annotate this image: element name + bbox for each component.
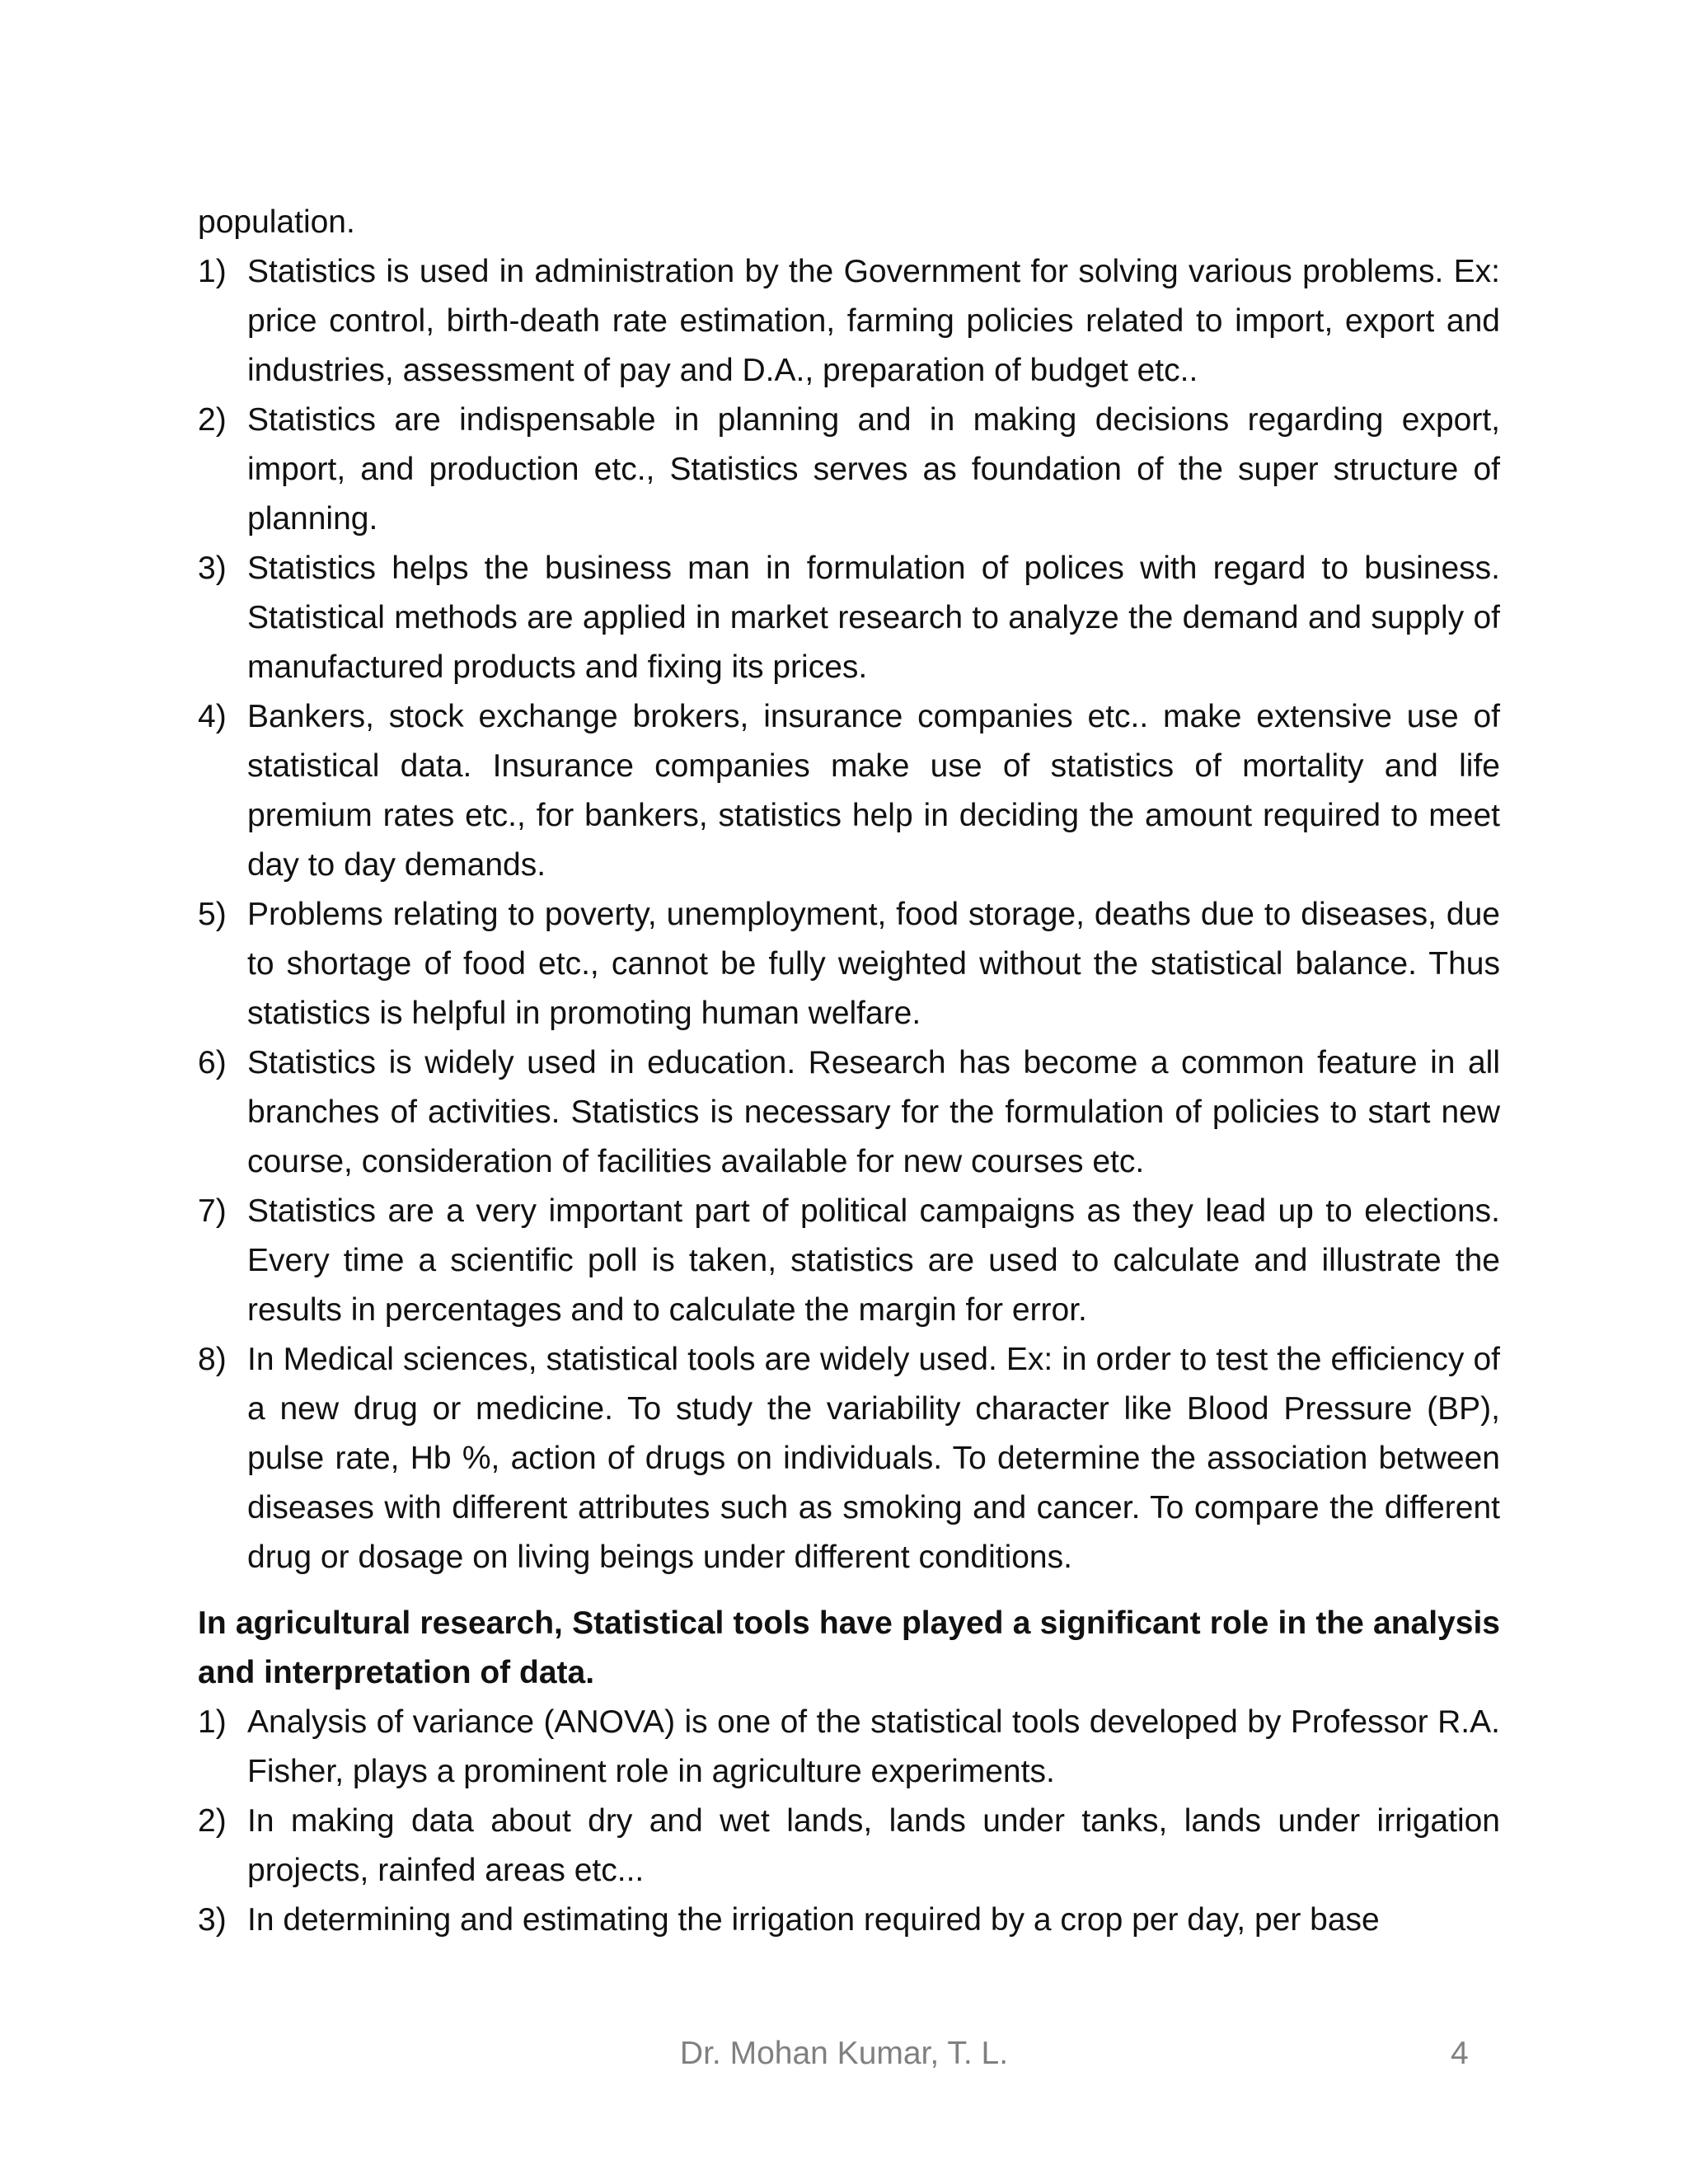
list-item-number: 2): [198, 1803, 227, 1839]
intro-text: population.: [198, 204, 355, 240]
list-item-text: In making data about dry and wet lands, lands under tanks, lands under irrigation projects, rainfed areas etc...: [247, 1803, 1500, 1888]
page-number: 4: [1451, 2036, 1469, 2071]
list-item-number: 4): [198, 699, 227, 734]
list-item-text: In determining and estimating the irrigation required by a crop per day, per base: [247, 1902, 1380, 1938]
list-item-text: Statistics are indispensable in planning and in making decisions regarding export, import, and production etc., Statistics serves as foundation of the super structure of planning.: [247, 402, 1500, 537]
list-item-text: In Medical sciences, statistical tools are widely used. Ex: in order to test the efficiency of a new drug or medicine. To study the variability character like Blood Pressure (BP), pulse rate, Hb %, action of drugs on individuals. To determine the association between diseases with different attributes such as smoking and cancer. To compare the different drug or dosage on living beings under different conditions.: [247, 1342, 1500, 1575]
list-item: [198, 1698, 1500, 1797]
list-item-number: 8): [198, 1342, 227, 1377]
list-item: [198, 1896, 1500, 1945]
list-item-number: 7): [198, 1193, 227, 1229]
document-page: [198, 198, 1500, 1945]
list-item-text: Statistics is used in administration by the Government for solving various problems. Ex: price control, birth-death rate estimation, farming policies related to import, export and industries, assessment of pay and D.A., preparation of budget etc..: [247, 254, 1500, 388]
list-item-text: Bankers, stock exchange brokers, insurance companies etc.. make extensive use of statistical data. Insurance companies make use of statistics of mortality and life premium rates etc., for bankers, statistics help in deciding the amount required to meet day to day demands.: [247, 699, 1500, 883]
list-item: [198, 1335, 1500, 1582]
footer-author: Dr. Mohan Kumar, T. L.: [679, 2036, 1009, 2071]
list-item: [198, 1797, 1500, 1896]
list-item: [198, 1187, 1500, 1335]
list-item: [198, 692, 1500, 890]
agriculture-list: [198, 1698, 1500, 1945]
list-item-text: Statistics is widely used in education. Research has become a common feature in all branches of activities. Statistics is necessary for the formulation of policies to start new course, consideration of facilities available for new courses etc.: [247, 1045, 1500, 1179]
list-item: [198, 396, 1500, 544]
list-item: [198, 1038, 1500, 1187]
list-item: [198, 890, 1500, 1038]
list-item-number: 6): [198, 1045, 227, 1080]
list-item-number: 1): [198, 1704, 227, 1740]
list-item-number: 5): [198, 897, 227, 932]
section-heading: In agricultural research, Statistical tools have played a significant role in the analysis and interpretation of data.: [198, 1605, 1500, 1690]
list-item-number: 2): [198, 402, 227, 438]
uses-list: [198, 247, 1500, 1582]
list-item-text: Analysis of variance (ANOVA) is one of the statistical tools developed by Professor R.A. Fisher, plays a prominent role in agriculture experiments.: [247, 1704, 1500, 1789]
list-item-number: 3): [198, 1902, 227, 1938]
list-item: [198, 544, 1500, 692]
list-item-text: Problems relating to poverty, unemployment, food storage, deaths due to diseases, due to shortage of food etc., cannot be fully weighted without the statistical balance. Thus statistics is helpful in promoting human welfare.: [247, 897, 1500, 1031]
list-item-number: 1): [198, 254, 227, 289]
list-item-text: Statistics helps the business man in formulation of polices with regard to business. Statistical methods are applied in market research to analyze the demand and supply of manufactured products and fixing its prices.: [247, 551, 1500, 685]
list-item-number: 3): [198, 551, 227, 586]
list-item-text: Statistics are a very important part of political campaigns as they lead up to elections. Every time a scientific poll is taken, statistics are used to calculate and illustrate the results in percentages and to calculate the margin for error.: [247, 1193, 1500, 1328]
list-item: [198, 247, 1500, 396]
